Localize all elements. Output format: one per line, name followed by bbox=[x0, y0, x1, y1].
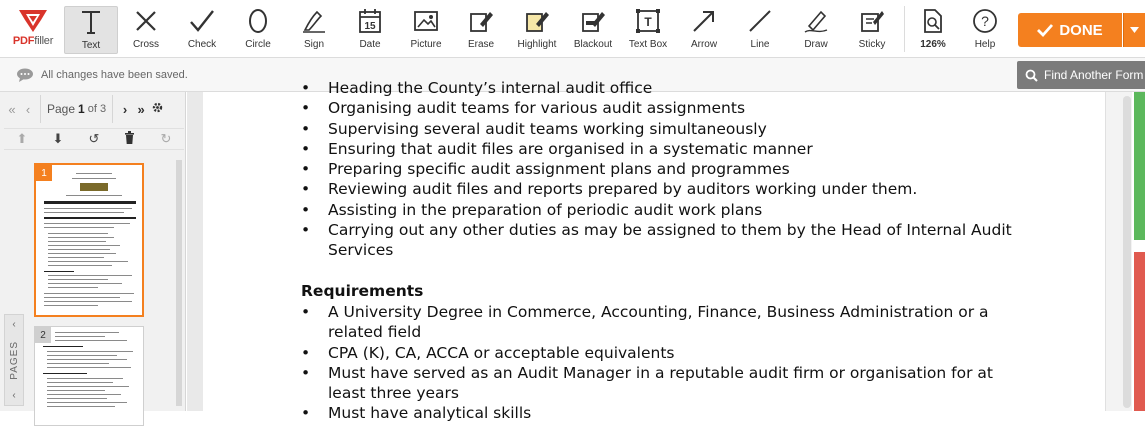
move-page-up-icon[interactable]: ⬆ bbox=[16, 131, 28, 146]
side-tabs-strip bbox=[1132, 92, 1145, 411]
list-item: • A University Degree in Commerce, Accounting, Finance, Business Administration or a related field bbox=[301, 302, 1001, 343]
trash-icon bbox=[124, 131, 135, 144]
tool-text[interactable] bbox=[64, 6, 118, 54]
tool-label: Erase bbox=[467, 39, 495, 50]
thumb-line bbox=[48, 253, 116, 254]
thumb-line bbox=[44, 293, 134, 294]
tool-label: Picture bbox=[410, 39, 442, 50]
tool-label: Blackout bbox=[573, 39, 613, 50]
chevron-left-icon: ‹ bbox=[12, 319, 16, 330]
thumb-line bbox=[48, 249, 110, 250]
tool-sticky[interactable] bbox=[848, 6, 896, 54]
tool-label: Date bbox=[359, 39, 381, 50]
toolbar-separator bbox=[904, 6, 905, 52]
pdffiller-logo[interactable] bbox=[4, 6, 62, 54]
pages-tab[interactable] bbox=[4, 314, 24, 406]
thumb-line bbox=[48, 261, 128, 262]
list-item: • Preparing specific audit assignment plans and programmes bbox=[301, 159, 1061, 179]
draw-icon bbox=[803, 8, 829, 34]
thumb-logo bbox=[80, 183, 108, 191]
previous-page-button[interactable]: ‹ bbox=[25, 101, 31, 117]
thumb-line bbox=[48, 233, 108, 234]
tool-label: Text Box bbox=[628, 39, 668, 50]
tool-sign[interactable] bbox=[290, 6, 338, 54]
thumb-line bbox=[44, 212, 124, 213]
zoom-level: 126% bbox=[920, 39, 946, 50]
thumb-line bbox=[47, 402, 127, 403]
page-word: Page bbox=[47, 102, 76, 116]
circle-icon bbox=[247, 8, 269, 34]
thumb-line bbox=[47, 359, 127, 360]
thumb-heading bbox=[44, 201, 136, 204]
save-status bbox=[16, 68, 188, 82]
redo-icon[interactable]: ↻ bbox=[160, 131, 172, 146]
tool-help[interactable] bbox=[962, 6, 1008, 54]
done-button[interactable] bbox=[1018, 13, 1122, 47]
page-total: of 3 bbox=[87, 103, 107, 115]
page-indicator bbox=[40, 95, 113, 123]
duties-list bbox=[301, 78, 1061, 261]
toolbar bbox=[0, 0, 1145, 58]
move-page-down-icon[interactable]: ⬇ bbox=[52, 131, 64, 146]
document-page[interactable] bbox=[203, 79, 1105, 423]
thumb-line bbox=[47, 398, 107, 399]
sticky-icon bbox=[859, 8, 885, 34]
thumb-line bbox=[48, 237, 114, 238]
first-page-button[interactable]: « bbox=[8, 101, 16, 117]
gear-icon bbox=[151, 101, 164, 114]
thumb-line bbox=[66, 195, 122, 196]
tool-label: Line bbox=[750, 39, 770, 50]
logo-brand: PDF bbox=[12, 35, 35, 47]
tool-textbox[interactable] bbox=[624, 6, 672, 54]
page-thumbnails bbox=[30, 160, 175, 411]
current-page-number[interactable]: 1 bbox=[78, 102, 85, 116]
thumb-line bbox=[44, 305, 98, 306]
thumb-line bbox=[48, 241, 106, 242]
thumb-line bbox=[43, 346, 83, 347]
thumb-line bbox=[47, 363, 109, 364]
list-item: • Heading the County’s internal audit office bbox=[301, 78, 1061, 98]
tool-picture[interactable] bbox=[400, 6, 452, 54]
help-icon bbox=[972, 8, 998, 34]
thumb-line bbox=[47, 382, 113, 383]
thumb-line bbox=[48, 279, 108, 280]
tool-label: Check bbox=[187, 39, 217, 50]
thumb-line bbox=[44, 301, 132, 302]
sign-icon bbox=[301, 8, 327, 34]
thumb-line bbox=[48, 283, 122, 284]
tool-date[interactable] bbox=[346, 6, 394, 54]
list-item: • Must have analytical skills bbox=[301, 403, 1061, 423]
thumb-heading bbox=[44, 217, 136, 219]
requirements-heading: Requirements bbox=[301, 281, 424, 300]
thumb-line bbox=[44, 297, 120, 298]
chevron-down-icon bbox=[1130, 27, 1139, 33]
thumb-line bbox=[47, 394, 121, 395]
list-item: • Ensuring that audit files are organised in a systematic manner bbox=[301, 139, 1061, 159]
line-icon bbox=[747, 8, 773, 34]
page-navigator bbox=[4, 95, 184, 123]
pages-tab-label: PAGES bbox=[8, 340, 20, 380]
thumbnail-number: 1 bbox=[36, 165, 52, 181]
document-content bbox=[301, 78, 1061, 424]
page-actions bbox=[4, 128, 184, 150]
document-scrollbar-thumb[interactable] bbox=[1123, 96, 1131, 408]
textbox-icon bbox=[635, 8, 661, 34]
thumbnails-scrollbar[interactable] bbox=[176, 160, 182, 406]
tool-highlight[interactable] bbox=[512, 6, 562, 54]
thumb-line bbox=[48, 257, 104, 258]
highlight-icon bbox=[524, 8, 550, 34]
list-item: • Organising audit teams for various audit assignments bbox=[301, 98, 1061, 118]
chevron-left-icon: ‹ bbox=[12, 390, 16, 401]
text-icon bbox=[79, 9, 103, 35]
next-page-button[interactable]: › bbox=[122, 101, 128, 117]
last-page-button[interactable]: » bbox=[137, 101, 145, 117]
thumb-line bbox=[55, 336, 105, 337]
list-item: • CPA (K), CA, ACCA or acceptable equivalents bbox=[301, 343, 1061, 363]
thumb-line bbox=[43, 373, 87, 374]
rotate-page-icon[interactable]: ↺ bbox=[88, 131, 100, 146]
cross-icon bbox=[134, 9, 158, 33]
tool-blackout[interactable] bbox=[568, 6, 618, 54]
requirements-list bbox=[301, 302, 1061, 424]
thumb-line bbox=[44, 271, 74, 272]
tool-label: Circle bbox=[245, 39, 271, 50]
list-item: • Must have served as an Audit Manager in a reputable audit firm or organisation for at least three years bbox=[301, 363, 1013, 404]
done-label: DONE bbox=[1059, 21, 1103, 39]
thumb-line bbox=[47, 390, 105, 391]
tool-label: Help bbox=[974, 39, 996, 50]
calendar-day: 15 bbox=[364, 21, 376, 32]
thumb-line bbox=[55, 340, 127, 341]
tool-label: Highlight bbox=[517, 39, 557, 50]
help-glyph: ? bbox=[981, 13, 989, 29]
tool-erase[interactable] bbox=[458, 6, 504, 54]
eraser-icon bbox=[468, 8, 494, 34]
blackout-icon bbox=[580, 8, 606, 34]
list-item: • Supervising several audit teams working simultaneously bbox=[301, 119, 1061, 139]
page-settings-gear-icon[interactable] bbox=[149, 101, 165, 117]
thumb-line bbox=[55, 332, 119, 333]
thumb-line bbox=[44, 208, 132, 209]
tool-label: Arrow bbox=[690, 39, 718, 50]
tool-line[interactable] bbox=[736, 6, 784, 54]
tool-draw[interactable] bbox=[792, 6, 840, 54]
pages-panel bbox=[0, 92, 186, 411]
thumb-line bbox=[47, 351, 133, 352]
tool-label: Sticky bbox=[858, 39, 886, 50]
logo-brand-suffix: filler bbox=[34, 35, 54, 47]
tool-zoom[interactable] bbox=[910, 6, 956, 54]
thumbnails-scrollbar-track bbox=[176, 160, 182, 406]
thumb-line bbox=[48, 287, 98, 288]
thumbnail-number: 2 bbox=[35, 327, 51, 343]
thumb-line bbox=[76, 173, 112, 174]
arrow-icon bbox=[691, 8, 717, 34]
thumb-line bbox=[48, 245, 120, 246]
chat-bubble-icon bbox=[16, 68, 34, 82]
tool-check[interactable] bbox=[178, 6, 226, 54]
picture-icon bbox=[413, 9, 439, 33]
list-item: • Assisting in the preparation of periodic audit work plans bbox=[301, 200, 1061, 220]
page-thumbnail-1[interactable] bbox=[34, 163, 144, 317]
list-item: • Reviewing audit files and reports prepared by auditors working under them. bbox=[301, 179, 1061, 199]
check-icon bbox=[1037, 23, 1053, 37]
calendar-icon bbox=[358, 8, 382, 34]
check-icon bbox=[189, 9, 215, 33]
tool-cross[interactable] bbox=[122, 6, 170, 54]
thumb-line bbox=[48, 275, 132, 276]
side-tab-red[interactable] bbox=[1134, 252, 1145, 411]
thumb-line bbox=[44, 223, 130, 224]
document-scrollbar[interactable] bbox=[1105, 92, 1132, 411]
thumb-line bbox=[47, 355, 117, 356]
thumb-line bbox=[47, 406, 115, 407]
find-another-form-label: Find Another Form bbox=[1044, 68, 1144, 82]
save-status-text: All changes have been saved. bbox=[41, 69, 188, 81]
thumb-line bbox=[48, 265, 112, 266]
list-item: • Carrying out any other duties as may be assigned to them by the Head of Internal Audit Services bbox=[301, 220, 1061, 261]
pdffiller-logo-icon bbox=[17, 8, 49, 34]
thumb-line bbox=[47, 367, 131, 368]
textbox-glyph: T bbox=[644, 15, 652, 29]
thumb-line bbox=[47, 386, 129, 387]
page-thumbnail-2[interactable] bbox=[34, 326, 144, 426]
thumb-line bbox=[47, 378, 123, 379]
tool-arrow[interactable] bbox=[680, 6, 728, 54]
tool-circle[interactable] bbox=[234, 6, 282, 54]
done-dropdown-button[interactable] bbox=[1123, 13, 1145, 47]
tool-label: Cross bbox=[132, 39, 160, 50]
tool-label: Sign bbox=[303, 39, 324, 50]
tool-label: Draw bbox=[804, 39, 828, 50]
thumb-line bbox=[72, 178, 116, 179]
side-tab-green[interactable] bbox=[1134, 92, 1145, 240]
tool-label: Text bbox=[81, 40, 101, 51]
thumb-line bbox=[44, 227, 114, 228]
delete-page-icon[interactable] bbox=[124, 131, 135, 147]
zoom-icon bbox=[921, 8, 945, 34]
